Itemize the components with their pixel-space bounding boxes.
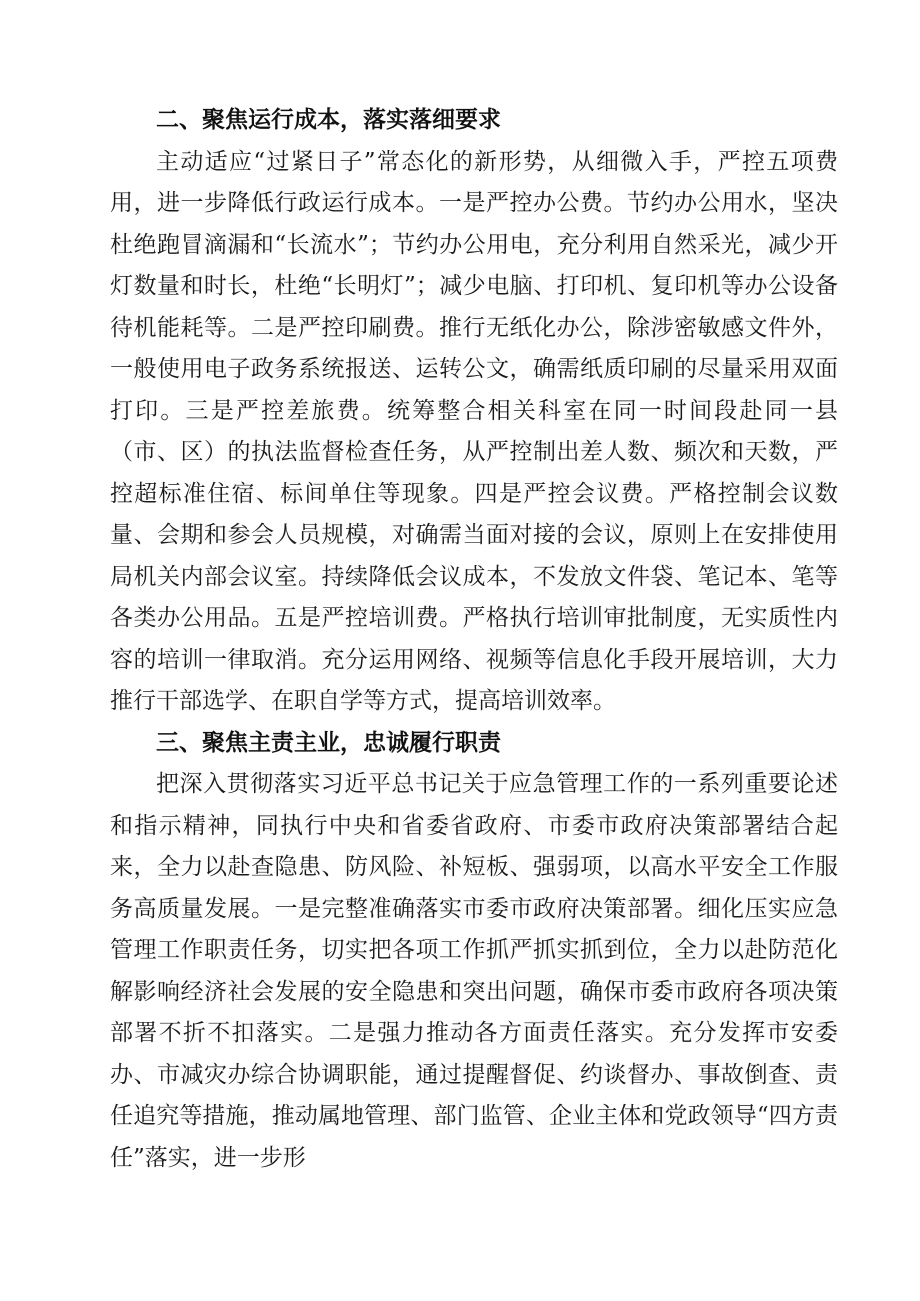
section-paragraph-2: 主动适应“过紧日子”常态化的新形势，从细微入手，严控五项费用，进一步降低行政运行成本。一是严控办公费。节约办公用水，坚决杜绝跑冒滴漏和“长流水”；节约办公用电，充分利用自然采光，减少开灯数量和时长，杜绝“长明灯”；减少电脑、打印机、复印机等办公设备待机能耗等。二是严控印刷费。推行无纸化办公，除涉密敏感文件外，一般使用电子政务系统报送、运转公文，确需纸质印刷的尽量采用双面打印。三是严控差旅费。统筹整合相关科室在同一时间段赴同一县（市、区）的执法监督检查任务，从严控制出差人数、频次和天数，严控超标准住宿、标间单住等现象。四是严控会议费。严格控制会议数量、会期和参会人员规模，对确需当面对接的会议，原则上在安排使用局机关内部会议室。持续降低会议成本，不发放文件袋、笔记本、笔等各类办公用品。五是严控培训费。严格执行培训审批制度，无实质性内容的培训一律取消。充分运用网络、视频等信息化手段开展培训，大力推行干部选学、在职自学等方式，提高培训效率。 <box>110 148 838 714</box>
section-paragraph-3: 把深入贯彻落实习近平总书记关于应急管理工作的一系列重要论述和指示精神，同执行中央和省委省政府、市委市政府决策部署结合起来，全力以赴查隐患、防风险、补短板、强弱项，以高水平安全工作服务高质量发展。一是完整准确落实市委市政府决策部署。细化压实应急管理工作职责任务，切实把各项工作抓严抓实抓到位，全力以赴防范化解影响经济社会发展的安全隐患和突出问题，确保市委市政府各项决策部署不折不扣落实。二是强力推动各方面责任落实。充分发挥市安委办、市减灾办综合协调职能，通过提醒督促、约谈督办、事故倒查、责任追究等措施，推动属地管理、部门监管、企业主体和党政领导“四方责任”落实，进一步形 <box>110 771 838 1171</box>
section-heading-3: 三、聚焦主责主业，忠诚履行职责 <box>156 729 501 756</box>
document-body <box>110 100 838 1179</box>
section-heading-2: 二、聚焦运行成本，落实落细要求 <box>156 107 501 133</box>
